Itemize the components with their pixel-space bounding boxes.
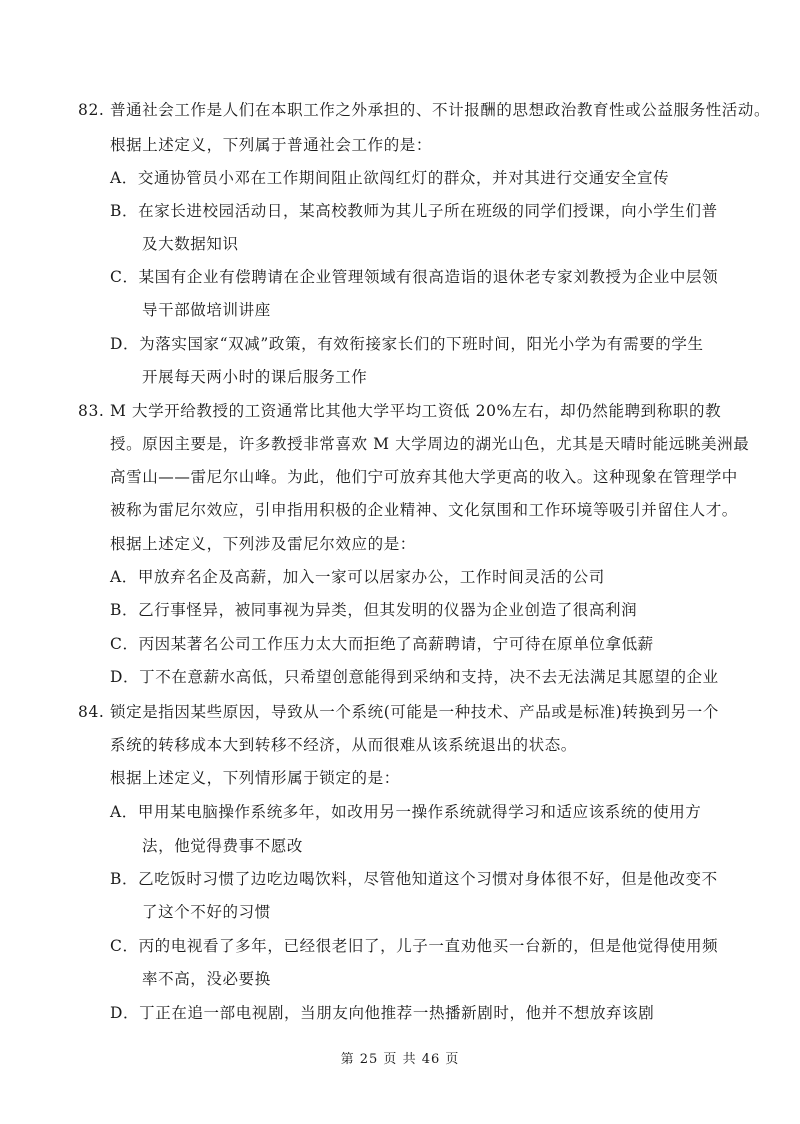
option-label: B．	[110, 601, 139, 619]
question-84-option-b-continuation: 了这个不好的习惯	[142, 903, 271, 921]
question-82-option-c-continuation: 导干部做培训讲座	[142, 301, 271, 319]
question-82-option-d: D．为落实国家“双减”政策，有效衔接家长们的下班时间，阳光小学为有需要的学生	[110, 335, 704, 353]
question-number: 84.	[78, 703, 105, 721]
question-84-stem-line-1: 84. 锁定是指因某些原因，导致从一个系统(可能是一种技术、产品或是标准)转换到另一个	[78, 703, 719, 721]
question-number: 83.	[78, 402, 105, 420]
option-label: A．	[110, 169, 138, 187]
question-83-stem-line-3: 高雪山——雷尼尔山峰。为此，他们宁可放弃其他大学更高的收入。这种现象在管理学中	[110, 468, 738, 486]
option-label: B．	[110, 202, 139, 220]
question-84-option-c-continuation: 率不高，没必要换	[142, 970, 271, 988]
option-label: A．	[110, 803, 138, 821]
question-84-option-a-continuation: 法，他觉得费事不愿改	[142, 837, 304, 855]
option-label: A．	[110, 568, 138, 586]
question-number: 82.	[78, 101, 105, 119]
question-84-option-a: A．甲用某电脑操作系统多年，如改用另一操作系统就得学习和适应该系统的使用方	[110, 803, 702, 821]
question-82-option-b-continuation: 及大数据知识	[142, 235, 239, 253]
question-83-option-a: A．甲放弃名企及高薪，加入一家可以居家办公，工作时间灵活的公司	[110, 568, 605, 586]
question-82-option-c: C．某国有企业有偿聘请在企业管理领域有很高造诣的退休老专家刘教授为企业中层领	[110, 268, 719, 286]
question-82-stem-line-1: 82. 普通社会工作是人们在本职工作之外承担的、不计报酬的思想政治教育性或公益服务性活动。	[78, 101, 771, 119]
question-83-option-c: C．丙因某著名公司工作压力太大而拒绝了高薪聘请，宁可待在原单位拿低薪	[110, 635, 654, 653]
question-83-stem-line-1: 83. M 大学开给教授的工资通常比其他大学平均工资低 20%左右，却仍然能聘到称职的教	[78, 402, 722, 420]
question-82-prompt: 根据上述定义，下列属于普通社会工作的是：	[110, 136, 433, 154]
question-83-option-d: D．丁不在意薪水高低，只希望创意能得到采纳和支持，决不去无法满足其愿望的企业	[110, 668, 719, 686]
option-label: C．	[110, 268, 139, 286]
question-82-option-d-continuation: 开展每天两小时的课后服务工作	[142, 368, 368, 386]
option-label: D．	[110, 335, 140, 353]
question-83-stem-line-4: 被称为雷尼尔效应，引申指用积极的企业精神、文化氛围和工作环境等吸引并留住人才。	[110, 501, 738, 519]
option-label: D．	[110, 668, 140, 686]
question-83-option-b: B．乙行事怪异，被同事视为异类，但其发明的仪器为企业创造了很高利润	[110, 601, 638, 619]
question-84-stem-line-2: 系统的转移成本大到转移不经济，从而很难从该系统退出的状态。	[110, 736, 577, 754]
question-82-option-a: A．交通协管员小邓在工作期间阻止欲闯红灯的群众，并对其进行交通安全宣传	[110, 169, 670, 187]
question-84-option-b: B．乙吃饭时习惯了边吃边喝饮料，尽管他知道这个习惯对身体很不好，但是他改变不	[110, 870, 718, 888]
question-82-option-b: B．在家长进校园活动日，某高校教师为其儿子所在班级的同学们授课，向小学生们普	[110, 202, 718, 220]
question-83-stem-line-2: 授。原因主要是，许多教授非常喜欢 M 大学周边的湖光山色，尤其是天晴时能远眺美洲最	[110, 435, 750, 453]
option-label: C．	[110, 937, 139, 955]
option-label: D．	[110, 1004, 140, 1022]
question-84-option-c: C．丙的电视看了多年，已经很老旧了，儿子一直劝他买一台新的，但是他觉得使用频	[110, 937, 719, 955]
question-84-prompt: 根据上述定义，下列情形属于锁定的是：	[110, 769, 400, 787]
option-label: C．	[110, 635, 139, 653]
question-84-option-d: D．丁正在追一部电视剧，当朋友向他推荐一热播新剧时，他并不想放弃该剧	[110, 1004, 655, 1022]
question-83-prompt: 根据上述定义，下列涉及雷尼尔效应的是：	[110, 535, 416, 553]
page-footer: 第 25 页 共 46 页	[340, 1052, 460, 1067]
option-label: B．	[110, 870, 139, 888]
